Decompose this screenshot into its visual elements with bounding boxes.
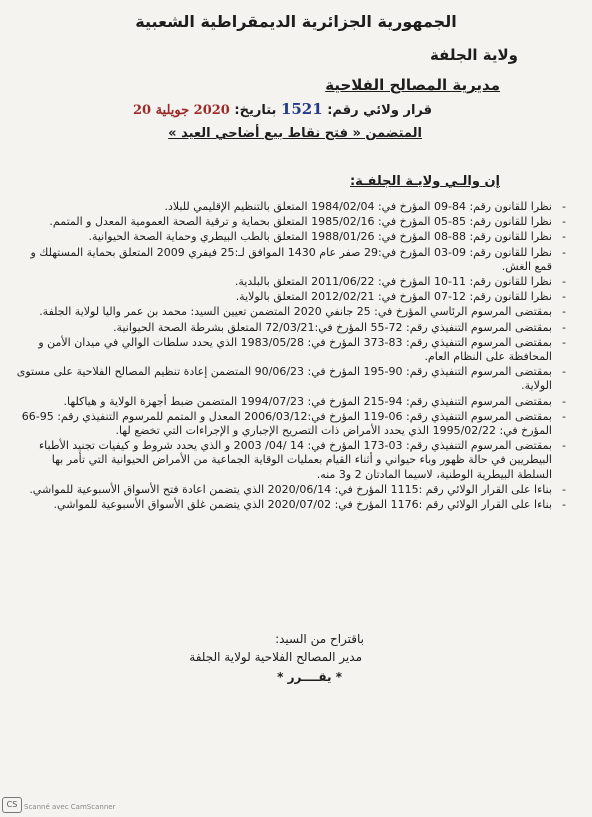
scanner-watermark: Scanné avec CamScanner <box>24 803 116 811</box>
camscanner-logo-icon: CS <box>2 797 22 813</box>
list-item: - نظرا للقانون رقم: 88-08 المؤرخ في: 1988/01/26 المتعلق بالطب البيطري وحماية الصحة الحيوانية. <box>16 230 566 244</box>
list-item: - بمقتضى المرسوم التنفيذي رقم: 06-119 المؤرخ في:2006/03/12 المعدل و المتمم للمرسوم التنفيذي رقم: 95-66 المؤرخ في: 1995/02/22 الذي يحدد الأمراض ذات التصريح الإجباري و الإجراءات التي تخضع لها. <box>16 410 566 438</box>
list-item: - نظرا للقانون رقم: 84-09 المؤرخ في: 1984/02/04 المتعلق بالتنظيم الإقليمي للبلاد. <box>16 200 566 214</box>
list-item: - بمقتضى المرسوم التنفيذي رقم: 03-173 المؤرخ في: 14 /04/ 2003 و الذي يحدد شروط و كيفيات تجنيد الأطباء البيطريين في حالة ظهور وباء حيواني و أثناء القيام بعمليات الوقاية الجماعية من الأمراض الحيوانية التي تأمر بها السلطة البيطرية الوطنية، لاسيما المادتان 2 و3 منه. <box>16 439 566 482</box>
list-item: - نظرا للقانون رقم: 85-05 المؤرخ في: 1985/02/16 المتعلق بحماية و ترقية الصحة العمومية المعدل و المتمم. <box>16 215 566 229</box>
proposer-title: مدير المصالح الفلاحية لولاية الجلفة <box>189 650 362 664</box>
decision-subject: المتضمن « فتح نقاط بيع أضاحي العيد » <box>168 126 422 141</box>
list-item: - بمقتضى المرسوم التنفيذي رقم: 72-55 المؤرخ في:72/03/21 المتعلق بشرطة الصحة الحيوانية. <box>16 321 566 335</box>
list-item: - نظرا للقانون رقم: 09-03 المؤرخ في:29 صفر عام 1430 الموافق لـ:25 فيفري 2009 المتعلق بحماية المستهلك و قمع الغش. <box>16 246 566 274</box>
decision-date-handwritten: 2020 جويلية 20 <box>132 103 230 118</box>
proposal-by: باقتراح من السيد: <box>275 632 364 646</box>
list-item: - بمقتضى المرسوم التنفيذي رقم: 83-373 المؤرخ في: 1983/05/28 الذي يحدد سلطات الوالي في ميدان الأمن و المحافظة على النظام العام. <box>16 336 566 364</box>
intro-heading: إن والـي ولايـة الجلفـة: <box>349 174 500 189</box>
list-item: - بناءا على القرار الولائي رقم :1115 المؤرخ في: 2020/06/14 الذي يتضمن اعادة فتح الأسواق الأسبوعية للمواشي. <box>16 483 566 497</box>
decision-label: قرار ولائي رقم: <box>327 103 432 118</box>
list-item: - بمقتضى المرسوم الرئاسي المؤرخ في: 25 جانفي 2020 المتضمن تعيين السيد: محمد بن عمر واليا لولاية الجلفة. <box>16 305 566 319</box>
list-item: - نظرا للقانون رقم: 11-10 المؤرخ في: 2011/06/22 المتعلق بالبلدية. <box>16 275 566 289</box>
wilaya-name: ولاية الجلفة <box>429 46 518 64</box>
list-item: - بمقتضى المرسوم التنفيذي رقم: 90-195 المؤرخ في: 90/06/23 المتضمن إعادة تنظيم المصالح الفلاحية على مستوى الولاية. <box>16 365 566 393</box>
list-item: - بناءا على القرار الولائي رقم :1176 المؤرخ في: 2020/07/02 الذي يتضمن غلق الأسواق الأسبوعية للمواشي. <box>16 498 566 512</box>
list-item: - نظرا للقانون رقم: 12-07 المؤرخ في: 2012/02/21 المتعلق بالولاية. <box>16 290 566 304</box>
list-item: - بمقتضى المرسوم التنفيذي رقم: 94-215 المؤرخ في: 1994/07/23 المتضمن ضبط أجهزة الولاية و هياكلها. <box>16 395 566 409</box>
decision-line <box>133 100 432 118</box>
republic-title: الجمهورية الجزائرية الديمقراطية الشعبية <box>135 12 457 31</box>
directorate-name: مديرية المصالح الفلاحية <box>325 76 500 94</box>
decides-heading: * يقــــرر * <box>277 670 342 684</box>
considerations-list <box>16 200 566 513</box>
decision-date-label: بتاريخ: <box>234 103 277 118</box>
decision-number-handwritten: 1521 <box>280 100 323 118</box>
